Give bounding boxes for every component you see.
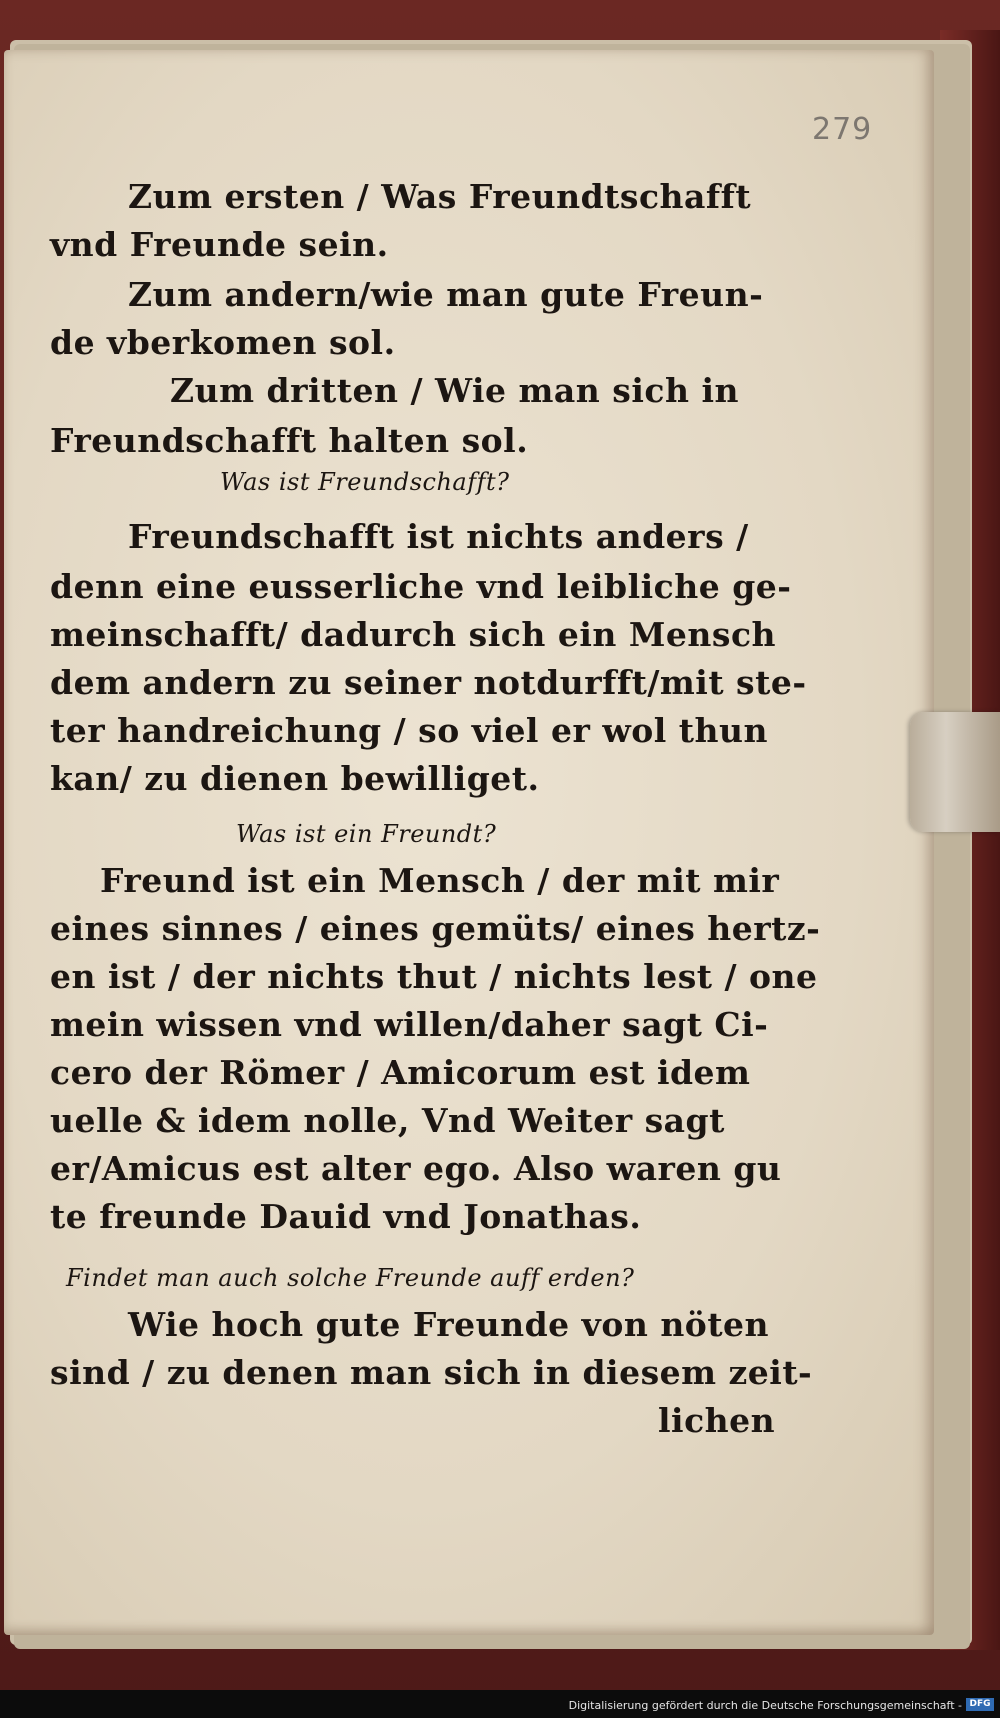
text-line-12: ter handreichung / so viel er wol thun <box>50 711 768 750</box>
catchword: lichen <box>658 1401 776 1440</box>
text-line-10: meinschafft/ dadurch sich ein Mensch <box>50 615 777 654</box>
text-line-16: eines sinnes / eines gemüts/ eines hertz- <box>50 909 821 948</box>
footer-credit: Digitalisierung gefördert durch die Deutsche Forschungsgemeinschaft - <box>568 1699 962 1712</box>
page-clip <box>910 712 1000 832</box>
text-line-15: Freund ist ein Mensch / der mit mir <box>100 861 780 900</box>
text-line-21: er/Amicus est alter ego. Also waren gu <box>50 1149 782 1188</box>
text-line-18: mein wissen vnd willen/daher sagt Ci- <box>50 1005 769 1044</box>
text-line-9: denn eine eusserliche vnd leibliche ge- <box>50 567 792 606</box>
text-line-20: uelle & idem nolle, Vnd Weiter sagt <box>50 1101 725 1140</box>
heading-was-ist-ein-freundt: Was ist ein Freundt? <box>236 820 497 848</box>
text-line-24: Wie hoch gute Freunde von nöten <box>128 1305 770 1344</box>
text-line-13: kan/ zu dienen bewilliget. <box>50 759 540 798</box>
text-line-11: dem andern zu seiner notdurfft/mit ste- <box>50 663 807 702</box>
text-line-25: sind / zu denen man sich in diesem zeit- <box>50 1353 813 1392</box>
folio-number: 279 <box>812 112 873 147</box>
text-line-8: Freundschafft ist nichts anders / <box>128 517 749 556</box>
text-line-2: vnd Freunde sein. <box>50 225 389 264</box>
text-line-4: de vberkomen sol. <box>50 323 396 362</box>
heading-was-ist-freundschafft: Was ist Freundschafft? <box>220 468 510 496</box>
dfg-logo: DFG <box>966 1698 994 1711</box>
text-line-5: Zum dritten / Wie man sich in <box>170 371 739 410</box>
heading-findet-man: Findet man auch solche Freunde auff erden? <box>66 1264 635 1292</box>
text-line-1: Zum ersten / Was Freundtschafft <box>128 177 752 216</box>
text-line-17: en ist / der nichts thut / nichts lest / one <box>50 957 818 996</box>
text-line-6: Freundschafft halten sol. <box>50 421 529 460</box>
text-line-3: Zum andern/wie man gute Freun- <box>128 275 764 314</box>
text-line-22: te freunde Dauid vnd Jonathas. <box>50 1197 642 1236</box>
text-line-19: cero der Römer / Amicorum est idem <box>50 1053 751 1092</box>
